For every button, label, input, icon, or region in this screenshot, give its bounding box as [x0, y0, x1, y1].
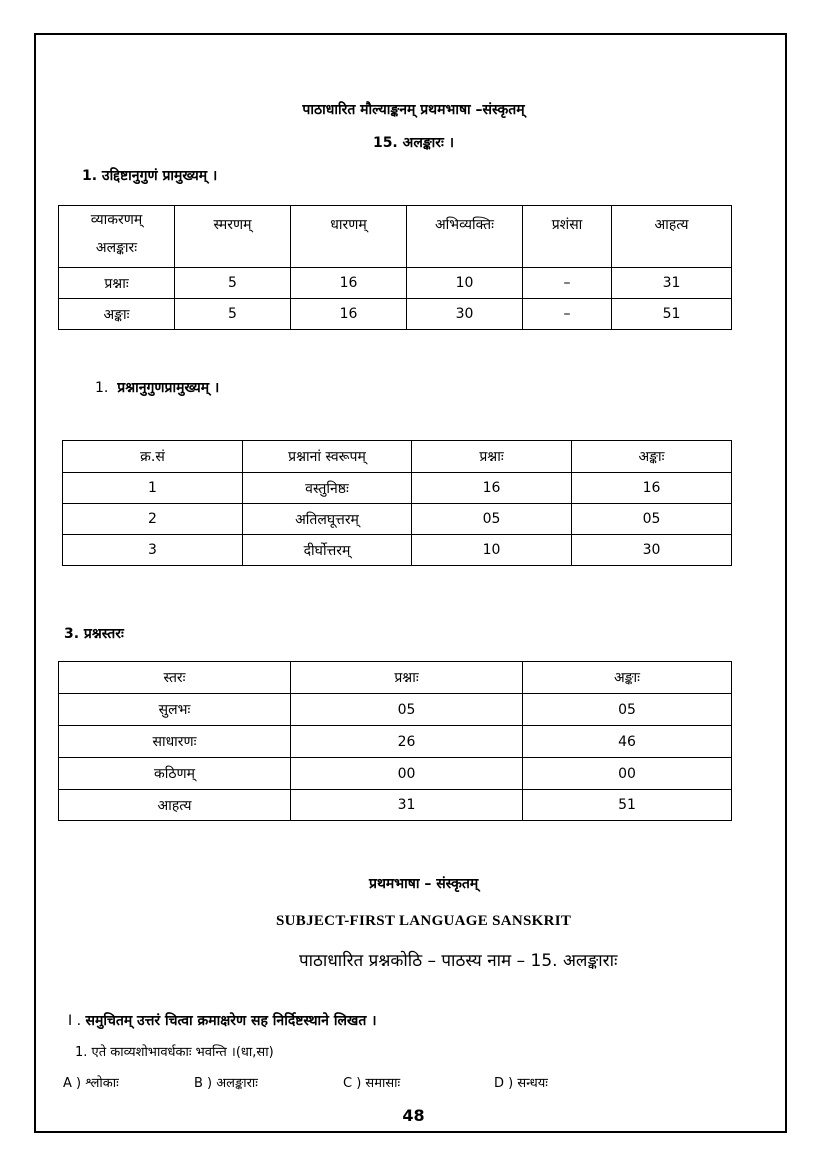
table-cell: आहत्य: [59, 790, 291, 821]
table-cell: 30: [407, 299, 523, 330]
table-cell: 5: [175, 268, 291, 299]
table-cell: 16: [412, 473, 572, 504]
subject-heading-hi: प्रथमभाषा – संस्कृतम्: [369, 876, 479, 892]
table-cell: 46: [523, 726, 732, 758]
table-row: [59, 299, 732, 330]
question-type-table: [62, 440, 732, 566]
table-header-row: [59, 206, 732, 268]
table-cell: –: [523, 268, 612, 299]
option-c: C ) समासाः: [343, 1076, 401, 1091]
col-header: प्रश्नाः: [291, 662, 523, 694]
table-row: [59, 790, 732, 821]
table-cell: 2: [63, 504, 243, 535]
table-cell: सुलभः: [59, 694, 291, 726]
section2-heading-text: प्रश्नानुगुणप्रामुख्यम् ।: [117, 380, 220, 396]
table-cell: 00: [523, 758, 732, 790]
section2-heading: [95, 378, 219, 397]
col-header: अङ्काः: [523, 662, 732, 694]
col-header: व्याकरणम् अलङ्कारः: [59, 206, 175, 268]
table-cell: दीर्घोत्तरम्: [243, 535, 412, 566]
col-header: प्रशंसा: [523, 206, 612, 268]
table-cell: 16: [291, 299, 407, 330]
page-number: 48: [402, 1106, 425, 1125]
option-d: D ) सन्धयः: [494, 1076, 548, 1091]
table-cell: 3: [63, 535, 243, 566]
table-row: [63, 535, 732, 566]
col-header: क्र.सं: [63, 441, 243, 473]
table-cell: 16: [572, 473, 732, 504]
col-header: स्तरः: [59, 662, 291, 694]
col-header: आहत्य: [612, 206, 732, 268]
table-cell: 31: [291, 790, 523, 821]
instruction-num: I .: [68, 1013, 82, 1029]
table-cell: 10: [407, 268, 523, 299]
question-bank-title: पाठाधारित प्रश्नकोठि – पाठस्य नाम – 15. अलङ्काराः: [299, 951, 618, 971]
table-row: [63, 504, 732, 535]
table-cell: 1: [63, 473, 243, 504]
col-header: अभिव्यक्तिः: [407, 206, 523, 268]
objectives-table: [58, 205, 732, 330]
subject-heading-en: SUBJECT-FIRST LANGUAGE SANSKRIT: [276, 913, 572, 929]
table-row: [63, 473, 732, 504]
table-cell: 16: [291, 268, 407, 299]
instruction-line: [68, 1011, 377, 1030]
table-cell: वस्तुनिष्ठः: [243, 473, 412, 504]
table-cell: प्रश्नाः: [59, 268, 175, 299]
col-header: स्मरणम्: [175, 206, 291, 268]
table-row: [59, 726, 732, 758]
table-header-row: [63, 441, 732, 473]
table-cell: 05: [291, 694, 523, 726]
section3-heading: 3. प्रश्नस्तरः: [64, 626, 124, 642]
table-cell: अतिलघूत्तरम्: [243, 504, 412, 535]
col-header: अङ्काः: [572, 441, 732, 473]
table-row: [59, 758, 732, 790]
table-cell: कठिणम्: [59, 758, 291, 790]
lesson-title: 15. अलङ्कारः ।: [372, 135, 455, 151]
table-row: [59, 694, 732, 726]
table-cell: 51: [523, 790, 732, 821]
table-cell: 31: [612, 268, 732, 299]
section2-heading-num: 1.: [95, 380, 109, 396]
table-cell: 26: [291, 726, 523, 758]
table-cell: 05: [412, 504, 572, 535]
table-cell: 30: [572, 535, 732, 566]
page-title: पाठाधारित मौल्याङ्कनम् प्रथमभाषा –संस्कृतम्: [302, 102, 525, 118]
table-cell: 00: [291, 758, 523, 790]
col-header: प्रश्नाः: [412, 441, 572, 473]
table-cell: अङ्काः: [59, 299, 175, 330]
table-header-row: [59, 662, 732, 694]
table-cell: 05: [523, 694, 732, 726]
question-text: 1. एते काव्यशोभावर्धकाः भवन्ति ।(धा,सा): [75, 1045, 274, 1060]
table-cell: 10: [412, 535, 572, 566]
col-header: धारणम्: [291, 206, 407, 268]
table-cell: 05: [572, 504, 732, 535]
instruction-text: समुचितम् उत्तरं चित्वा क्रमाक्षरेण सह निर्दिष्टस्थाने लिखत ।: [85, 1013, 377, 1029]
table-cell: 51: [612, 299, 732, 330]
option-a: A ) श्लोकाः: [63, 1076, 119, 1091]
col-header: प्रश्नानां स्वरूपम्: [243, 441, 412, 473]
table-cell: साधारणः: [59, 726, 291, 758]
difficulty-table: [58, 661, 732, 821]
section1-heading: 1. उद्दिष्टानुगुणं प्रामुख्यम् ।: [82, 168, 218, 184]
option-b: B ) अलङ्काराः: [194, 1076, 258, 1091]
table-cell: 5: [175, 299, 291, 330]
table-row: [59, 268, 732, 299]
table-cell: –: [523, 299, 612, 330]
